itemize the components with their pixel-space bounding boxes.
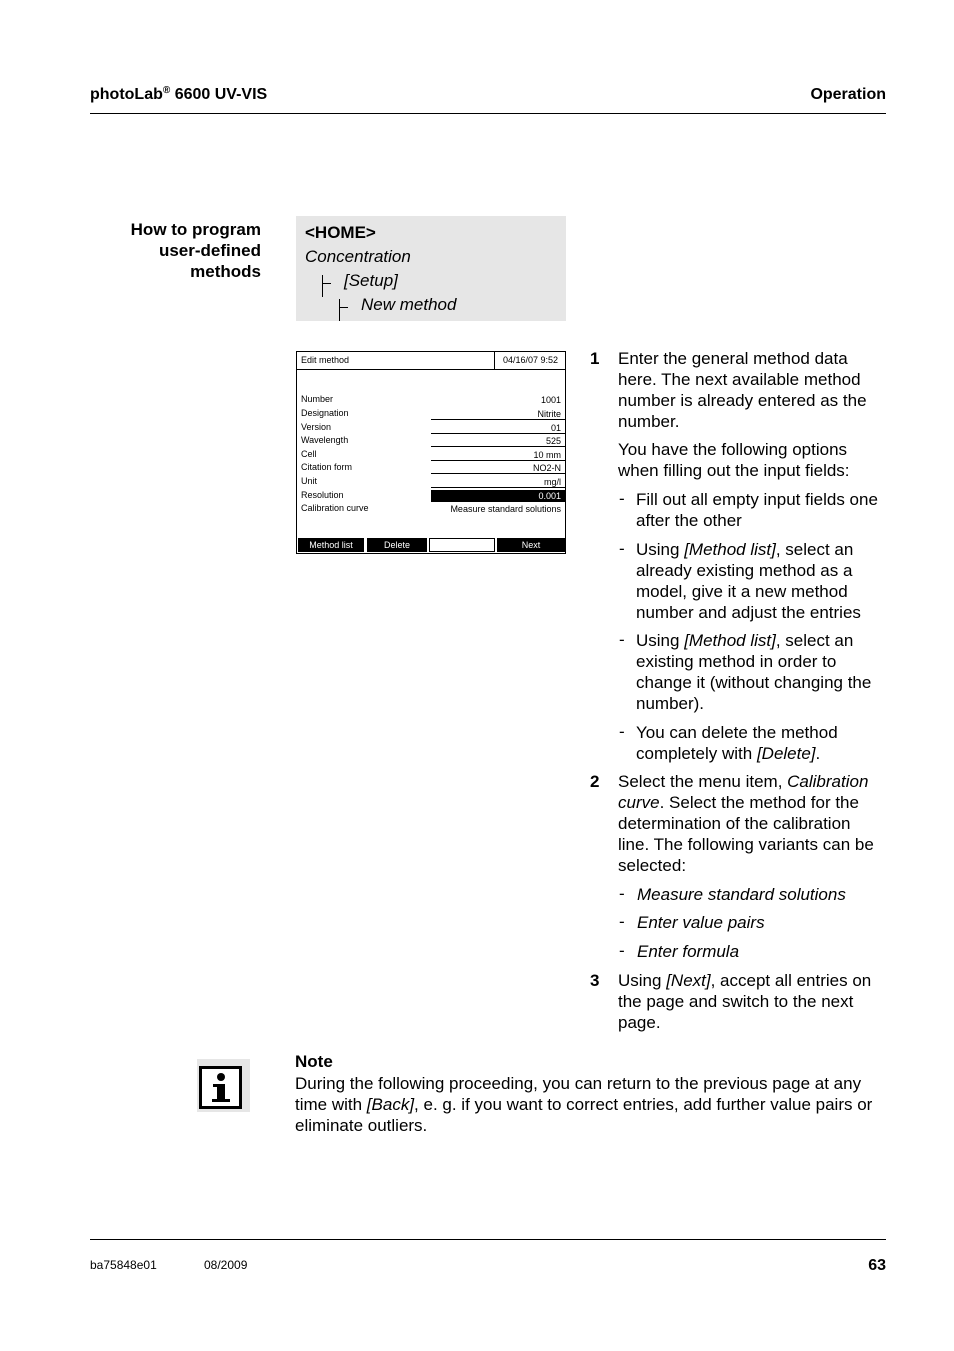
field-row-version: Version 01 xyxy=(301,422,565,435)
menu-path-box xyxy=(296,216,566,321)
variant-value-pairs: Enter value pairs xyxy=(637,913,765,932)
bullet-dash: - xyxy=(619,884,625,903)
field-calibration-curve[interactable]: Measure standard solutions xyxy=(450,504,561,514)
menu-new-method: New method xyxy=(361,295,457,314)
field-citation-form[interactable]: NO2-N xyxy=(431,462,565,474)
step-3-number: 3 xyxy=(590,971,600,990)
page-number: 63 xyxy=(868,1257,886,1274)
step-2-number: 2 xyxy=(590,772,600,791)
bullet-dash: - xyxy=(619,941,625,960)
screen-datetime: 04/16/07 9:52 xyxy=(494,352,566,369)
bullet-dash: - xyxy=(619,489,625,508)
header-rule xyxy=(90,113,886,114)
bullet-dash: - xyxy=(619,539,625,558)
field-row-cell: Cell 10 mm xyxy=(301,449,565,462)
field-row-unit: Unit mg/l xyxy=(301,476,565,489)
field-wavelength[interactable]: 525 xyxy=(431,435,565,447)
menu-setup: [Setup] xyxy=(344,271,398,290)
field-row-calibration-curve: Calibration curve Measure standard solutions xyxy=(301,503,565,516)
option-delete: You can delete the method completely with [Delete]. xyxy=(636,723,838,763)
field-row-designation: Designation Nitrite xyxy=(301,408,565,421)
footer-doc-id: ba75848e01 xyxy=(90,1258,157,1272)
next-button[interactable]: Next xyxy=(497,538,565,552)
screen-title: Edit method xyxy=(301,355,350,365)
step-3-text: Using [Next], accept all entries on the page and switch to the next page. xyxy=(618,971,872,1032)
empty-softkey xyxy=(429,538,495,552)
menu-home: <HOME> xyxy=(305,223,376,242)
device-screen xyxy=(296,351,566,554)
option-method-list-model: Using [Method list], select an already existing method as a model, give it a new method number and adjust the entries xyxy=(636,540,861,622)
field-row-wavelength: Wavelength 525 xyxy=(301,435,565,448)
step-1-options-intro: You have the following options when filling out the input fields: xyxy=(618,440,850,480)
header-product: photoLab® 6600 UV-VIS xyxy=(90,85,268,103)
step-1-text: Enter the general method data here. The next available method number is already entered as the number. xyxy=(618,349,867,431)
step-1-number: 1 xyxy=(590,349,600,368)
option-fill-out: Fill out all empty input fields one after the other xyxy=(636,490,878,530)
note-title: Note xyxy=(295,1052,333,1071)
field-number[interactable]: 1001 xyxy=(540,395,561,405)
header-section: Operation xyxy=(810,86,886,103)
field-version[interactable]: 01 xyxy=(431,422,565,434)
field-resolution[interactable]: 0.001 xyxy=(431,490,565,502)
field-row-number: Number 1001 xyxy=(301,394,565,407)
field-row-citation-form: Citation form NO2-N xyxy=(301,462,565,475)
field-cell[interactable]: 10 mm xyxy=(431,449,565,461)
footer-date: 08/2009 xyxy=(204,1258,248,1272)
footer-rule xyxy=(90,1239,886,1240)
method-list-button[interactable]: Method list xyxy=(298,538,364,552)
delete-button[interactable]: Delete xyxy=(367,538,427,552)
menu-concentration: Concentration xyxy=(305,247,411,266)
option-method-list-change: Using [Method list], select an existing method in order to change it (without changing the number). xyxy=(636,631,872,713)
bullet-dash: - xyxy=(619,912,625,931)
step-2-text: Select the menu item, Calibration curve. Select the method for the determination of the calibration line. The following variants can be selected: xyxy=(618,772,874,875)
tree-branch-icon xyxy=(322,275,323,297)
field-unit[interactable]: mg/l xyxy=(431,476,565,488)
bullet-dash: - xyxy=(619,630,625,649)
variant-measure-standard: Measure standard solutions xyxy=(637,885,846,904)
field-designation[interactable]: Nitrite xyxy=(431,408,565,420)
note-body: During the following proceeding, you can return to the previous page at any time with [Back], e. g. if you want to correct entries, add further value pairs or eliminate outliers. xyxy=(295,1074,873,1135)
bullet-dash: - xyxy=(619,722,625,741)
screen-title-rule xyxy=(297,369,565,370)
tree-branch-icon xyxy=(339,299,340,321)
info-icon xyxy=(197,1059,250,1112)
variant-formula: Enter formula xyxy=(637,942,740,961)
field-row-resolution: Resolution 0.001 xyxy=(301,490,565,503)
side-heading: How to program user-defined methods xyxy=(130,220,261,281)
